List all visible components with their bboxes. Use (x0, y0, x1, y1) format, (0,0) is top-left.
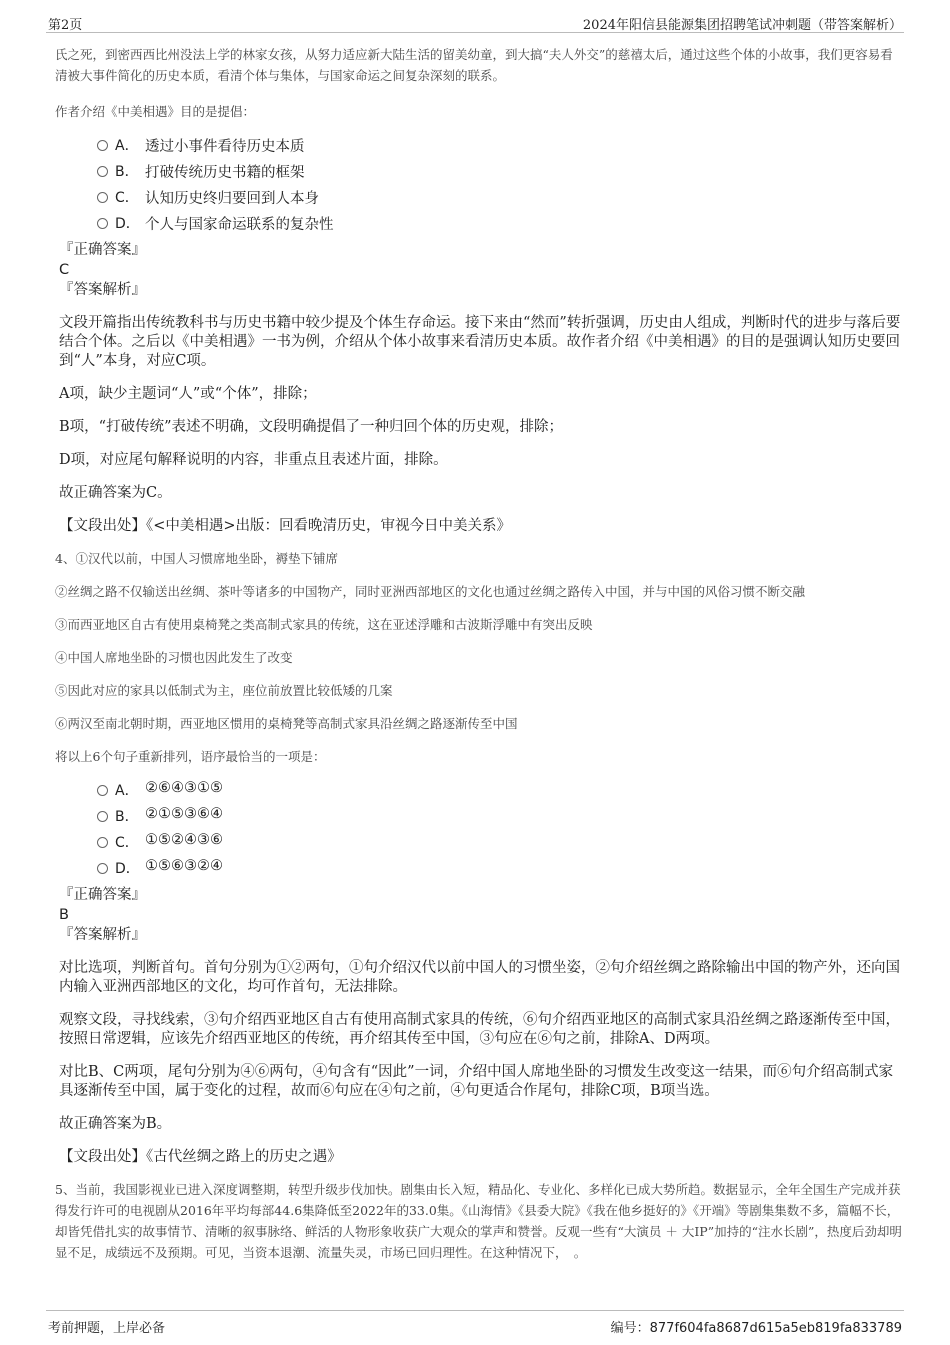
option-letter: B． (115, 164, 139, 180)
option-b[interactable] (95, 802, 905, 828)
option-list (55, 776, 905, 880)
sentence-item: ⑤因此对应的家具以低制式为主，座位前放置比较低矮的几案 (55, 683, 393, 698)
option-letter: C． (115, 835, 139, 851)
sentence-item: ③而西亚地区自古有使用桌椅凳之类高制式家具的传统，这在亚述浮雕和古波斯浮雕中有突出反映 (55, 617, 593, 632)
radio-icon[interactable] (97, 192, 108, 203)
option-text: ①⑤②④③⑥ (145, 832, 223, 848)
option-letter: D． (115, 216, 140, 232)
option-letter: A． (115, 783, 139, 799)
analysis-paragraph: 故正确答案为C。 (59, 485, 172, 501)
analysis-paragraph: 对比选项，判断首句。首句分别为①②两句，①句介绍汉代以前中国人的习惯坐姿，②句介绍丝绸之路除输出中国的物产外，还向国内输入亚洲西部地区的文化，均可作首句，无法排除。 (59, 960, 900, 995)
page-number: 第2页 (48, 18, 83, 33)
option-d[interactable] (95, 854, 905, 880)
option-text: 个人与国家命运联系的复杂性 (145, 217, 334, 233)
analysis-paragraph: 对比B、C两项，尾句分别为④⑥两句，④句含有“因此”一词，介绍中国人席地坐卧的习惯发生改变这一结果，而⑥句介绍高制式家具逐渐传至中国，属于变化的过程，故而⑥句应在④句之前，④句更适合作尾句，排除C项，B项当选。 (59, 1064, 894, 1099)
radio-icon[interactable] (97, 785, 108, 796)
page-footer (46, 1310, 904, 1335)
option-letter: C． (115, 190, 139, 206)
analysis-paragraph: B项，“打破传统”表述不明确，文段明确提倡了一种归回个体的历史观，排除； (59, 419, 563, 435)
question-prompt: 作者介绍《中美相遇》目的是提倡： (55, 104, 256, 119)
footer-slogan: 考前押题，上岸必备 (48, 1321, 166, 1336)
option-text: 打破传统历史书籍的框架 (145, 165, 305, 181)
option-letter: D． (115, 861, 140, 877)
option-text: ②①⑤③⑥④ (145, 806, 223, 822)
sentence-item: 4、①汉代以前，中国人习惯席地坐卧，褥垫下铺席 (55, 551, 338, 566)
sentence-item: ②丝绸之路不仅输送出丝绸、茶叶等诸多的中国物产，同时亚洲西部地区的文化也通过丝绸之路传入中国，并与中国的风俗习惯不断交融 (55, 584, 806, 599)
analysis-label: 『答案解析』 (59, 927, 146, 943)
radio-icon[interactable] (97, 837, 108, 848)
source-citation: 【文段出处】《<中美相遇>出版：回看晚清历史，审视今日中美关系》 (59, 518, 512, 534)
radio-icon[interactable] (97, 863, 108, 874)
analysis-paragraph: 文段开篇指出传统教科书与历史书籍中较少提及个体生存命运。接下来由“然而”转折强调，历史由人组成，判断时代的进步与落后要结合个体。之后以《中美相遇》一书为例，介绍从个体小故事来看清历史本质。故作者介绍《中美相遇》的目的是强调认知历史要回到“人”本身，对应C项。 (59, 315, 901, 369)
question-text: 5、当前，我国影视业已进入深度调整期，转型升级步伐加快。剧集由长入短，精品化、专业化、多样化已成大势所趋。数据显示，全年全国生产完成并获得发行许可的电视剧从2016年平均每部44.6集降低至2022年的33.0集。《山海情》《县委大院》《我在他乡挺好的》《开端》等剧集集数不多，篇幅不长，却皆凭借扎实的故事情节、清晰的叙事脉络、鲜活的人物形象收获广大观众的掌声和赞誉。反观一些有“大演员 ＋ 大IP”加持的“注水长剧”，热度后劲却明显不足，成绩远不及预期。可见，当资本退潮、流量失灵，市场已回归理性。在这种情况下， 。 (55, 1182, 902, 1260)
radio-icon[interactable] (97, 218, 108, 229)
option-letter: A． (115, 138, 139, 154)
source-citation: 【文段出处】《古代丝绸之路上的历史之遇》 (59, 1149, 342, 1165)
radio-icon[interactable] (97, 166, 108, 177)
analysis-paragraph: D项，对应尾句解释说明的内容，非重点且表述片面，排除。 (59, 452, 448, 468)
option-a[interactable] (95, 131, 905, 157)
option-c[interactable] (95, 183, 905, 209)
analysis-label: 『答案解析』 (59, 282, 146, 298)
sentence-item: ④中国人席地坐卧的习惯也因此发生了改变 (55, 650, 293, 665)
option-text: ①⑤⑥③②④ (145, 858, 223, 874)
analysis-paragraph: 观察文段，寻找线索，③句介绍西亚地区自古有使用高制式家具的传统，⑥句介绍西亚地区的高制式家具沿丝绸之路逐渐传至中国，按照日常逻辑，应该先介绍西亚地区的传统，再介绍其传至中国，③句应在⑥句之前，排除A、D两项。 (59, 1012, 900, 1047)
option-list (55, 131, 905, 235)
answer-value: C (59, 262, 70, 278)
answer-value: B (59, 907, 69, 923)
radio-icon[interactable] (97, 140, 108, 151)
analysis-paragraph: 故正确答案为B。 (59, 1116, 172, 1132)
option-d[interactable] (95, 209, 905, 235)
option-text: 透过小事件看待历史本质 (145, 139, 305, 155)
option-b[interactable] (95, 157, 905, 183)
option-text: ②⑥④③①⑤ (145, 780, 223, 796)
option-text: 认知历史终归要回到人本身 (145, 191, 319, 207)
document-title: 2024年阳信县能源集团招聘笔试冲刺题（带答案解析） (582, 18, 902, 33)
main-content (55, 44, 905, 1263)
radio-icon[interactable] (97, 811, 108, 822)
option-c[interactable] (95, 828, 905, 854)
passage-text: 氏之死，到密西西比州没法上学的林家女孩，从努力适应新大陆生活的留美幼童，到大搞“夫人外交”的慈禧太后，通过这些个体的小故事，我们更容易看清被大事件简化的历史本质，看清个体与集体，与国家命运之间复杂深刻的联系。 (55, 47, 893, 83)
document-id: 编号：877f604fa8687d615a5eb819fa833789 (610, 1321, 902, 1336)
question-prompt: 将以上6个句子重新排列，语序最恰当的一项是： (55, 749, 326, 764)
sentence-item: ⑥两汉至南北朝时期，西亚地区惯用的桌椅凳等高制式家具沿丝绸之路逐渐传至中国 (55, 716, 518, 731)
answer-label: 『正确答案』 (59, 242, 146, 258)
analysis-paragraph: A项，缺少主题词“人”或“个体”，排除； (59, 386, 317, 402)
page-header (46, 10, 904, 33)
answer-label: 『正确答案』 (59, 887, 146, 903)
option-letter: B． (115, 809, 139, 825)
option-a[interactable] (95, 776, 905, 802)
